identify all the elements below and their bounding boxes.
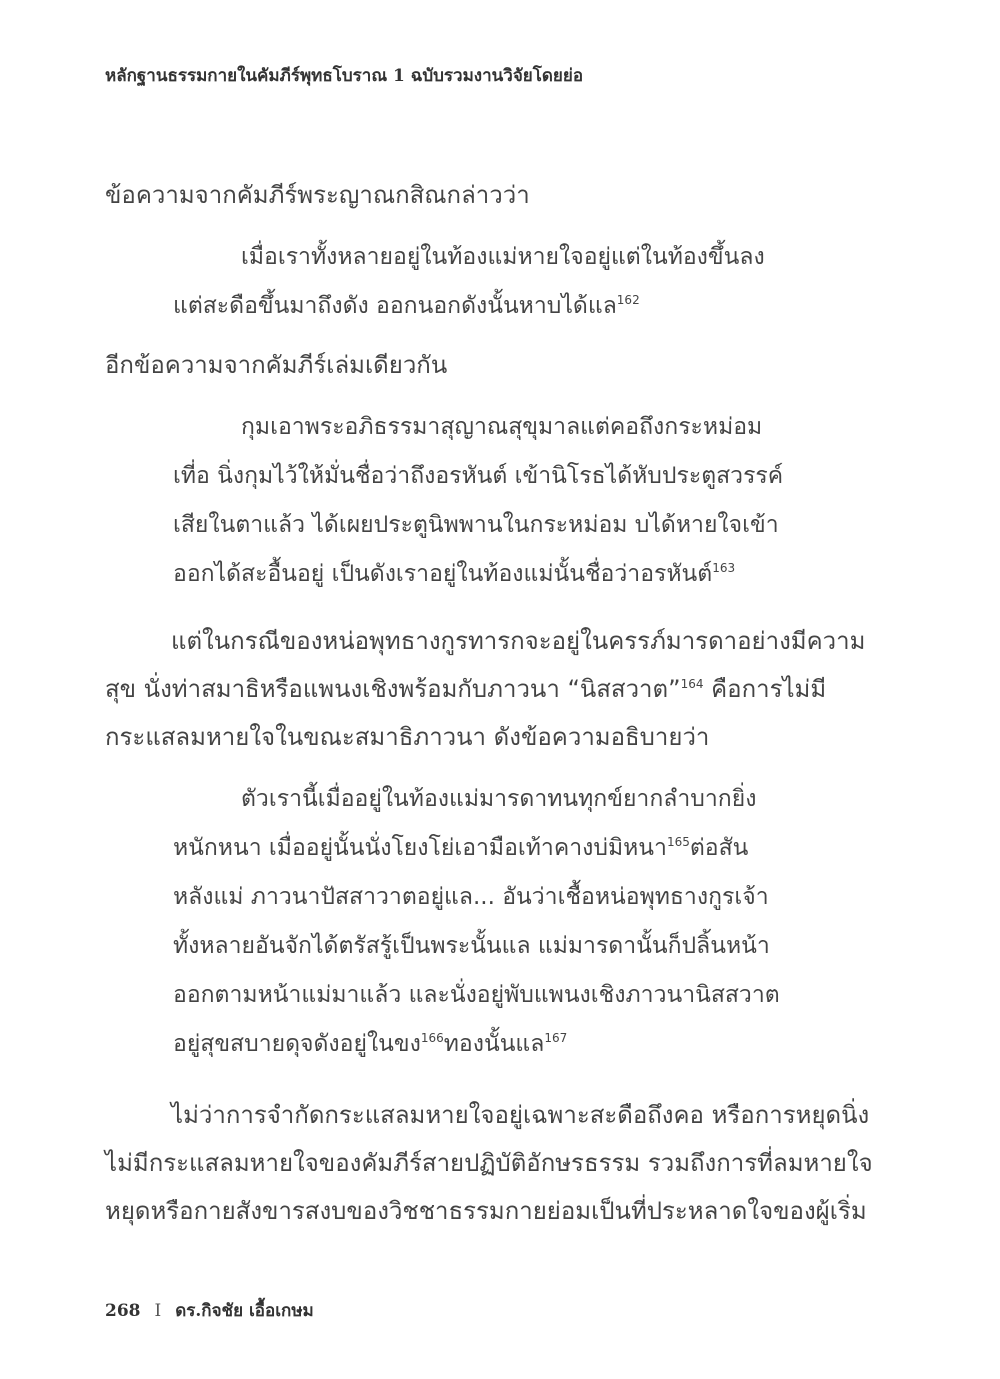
footnote-marker-162[interactable]: 162 (616, 293, 640, 307)
para1-line-2-start: สุข นั่งท่าสมาธิหรือแพนงเชิงพร้อมกับภาวนา “นิสสวาต” (105, 675, 681, 703)
quote2-line-4: ออกได้สะอื้นอยู่ เป็นดังเราอยู่ในท้องแม่นั้นชื่อว่าอรหันต์ (173, 561, 713, 587)
main-content (105, 175, 873, 1235)
paragraph-2 (105, 1091, 873, 1235)
footnote-marker-163[interactable]: 163 (712, 561, 736, 575)
footnote-marker-166[interactable]: 166 (420, 1031, 444, 1045)
quote3-line-4: ทั้งหลายอันจักได้ตรัสรู้เป็นพระนั้นแล แม่มารดานั้นก็ปลิ้นหน้า (173, 933, 770, 959)
quote3-line-3: หลังแม่ ภาวนาปัสสาวาตอยู่แล... อันว่าเชื้อหน่อพุทธางกูรเจ้า (173, 884, 769, 910)
quote3-line-2-end: ต่อสัน (689, 835, 749, 861)
para2-line-1: ไม่ว่าการจำกัดกระแสลมหายใจอยู่เฉพาะสะดือถึงคอ หรือการหยุดนิ่ง (171, 1101, 870, 1129)
para2-line-3: หยุดหรือกายสังขารสงบของวิชชาธรรมกายย่อมเป็นที่ประหลาดใจของผู้เริ่ม (105, 1197, 867, 1225)
footnote-marker-167[interactable]: 167 (544, 1031, 568, 1045)
footnote-marker-165[interactable]: 165 (666, 835, 690, 849)
page-number: 268 (105, 1301, 141, 1321)
quote1-line-2: แต่สะดือขึ้นมาถึงดัง ออกนอกดังนั้นหาบได้แล (173, 293, 617, 319)
page-footer (105, 1297, 314, 1324)
author-name: ดร.กิจชัย เอื้อเกษม (175, 1301, 314, 1321)
quote3-line-6-start: อยู่สุขสบายดุจดังอยู่ในขง (173, 1031, 421, 1057)
quote2-line-3: เสียในตาแล้ว ได้เผยประตูนิพพานในกระหม่อม บได้หายใจเข้า (173, 512, 779, 538)
intro-line-1: ข้อความจากคัมภีร์พระญาณกสิณกล่าวว่า (105, 181, 530, 209)
para1-line-3: กระแสลมหายใจในขณะสมาธิภาวนา ดังข้อความอธิบายว่า (105, 723, 710, 751)
footer-separator: I (154, 1301, 162, 1321)
quote3-line-1: ตัวเรานี้เมื่ออยู่ในท้องแม่มารดาทนทุกข์ยากลำบากยิ่ง (241, 786, 757, 812)
paragraph-1 (105, 617, 865, 761)
running-header: หลักฐานธรรมกายในคัมภีร์พุทธโบราณ 1 ฉบับรวมงานวิจัยโดยย่อ (105, 66, 584, 86)
quote2-line-2: เที่อ นิ่งกุมไว้ให้มั่นชื่อว่าถึงอรหันต์ เข้านิโรธได้หับประตูสวรรค์ (173, 463, 784, 489)
block-quote-2 (173, 403, 799, 599)
block-quote-3 (173, 775, 799, 1069)
quote2-line-1: กุมเอาพระอภิธรรมาสุญาณสุขุมาลแต่คอถึงกระหม่อม (241, 414, 763, 440)
block-quote-1 (173, 233, 799, 331)
quote1-line-1: เมื่อเราทั้งหลายอยู่ในท้องแม่หายใจอยู่แต่ในท้องขึ้นลง (241, 244, 765, 270)
footnote-marker-164[interactable]: 164 (680, 677, 704, 691)
para1-line-2-end: คือการไม่มี (703, 675, 827, 703)
quote3-line-2-start: หนักหนา เมื่ออยู่นั้นนั่งโยงโย่เอามือเท้าคางบ่มิหนา (173, 835, 667, 861)
quote3-line-5: ออกตามหน้าแม่มาแล้ว และนั่งอยู่พับแพนงเชิงภาวนานิสสวาต (173, 982, 780, 1008)
intro-line-2: อีกข้อความจากคัมภีร์เล่มเดียวกัน (105, 351, 448, 379)
quote3-line-6-middle: ทองนั้นแล (443, 1031, 545, 1057)
para2-line-2: ไม่มีกระแสลมหายใจของคัมภีร์สายปฏิบัติอักษรธรรม รวมถึงการที่ลมหายใจ (105, 1149, 873, 1177)
para1-line-1: แต่ในกรณีของหน่อพุทธางกูรทารกจะอยู่ในครรภ์มารดาอย่างมีความ (171, 627, 866, 655)
